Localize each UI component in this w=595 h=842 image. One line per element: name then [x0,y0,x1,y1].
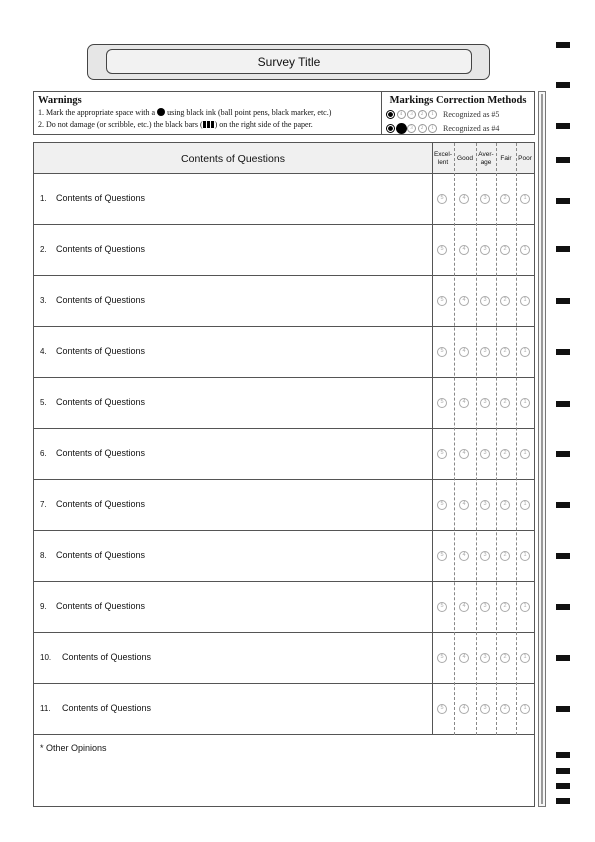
answer-bubble[interactable]: 2 [500,602,510,612]
timing-mark [556,752,570,758]
answer-bubble[interactable]: 1 [520,551,530,561]
answer-bubble[interactable]: 1 [520,653,530,663]
column-header-excellent: Excel-lent [433,150,453,166]
answer-bubble[interactable]: 2 [500,500,510,510]
timing-mark [556,298,570,304]
table-header [34,143,534,174]
question-number: 5. [40,398,47,407]
option-circle-icon: 1 [428,110,437,119]
column-divider [516,143,517,735]
option-circle-icon: 2 [418,110,427,119]
question-text [40,601,145,611]
question-number: 1. [40,194,47,203]
answer-bubble[interactable]: 5 [437,551,447,561]
timing-mark [556,198,570,204]
timing-mark [556,401,570,407]
other-opinions-label: * Other Opinions [40,743,107,753]
answer-bubble[interactable]: 3 [480,500,490,510]
question-text [40,499,145,509]
question-row [34,327,534,378]
question-text [40,703,151,713]
option-circle-icon: 4 [397,110,406,119]
question-text [40,346,145,356]
question-row [34,378,534,429]
answer-bubble[interactable]: 4 [459,296,469,306]
answer-bubble[interactable]: 1 [520,296,530,306]
column-header-good: Good [457,154,473,162]
answer-bubble[interactable]: 2 [500,449,510,459]
timing-mark [556,451,570,457]
question-label: Contents of Questions [56,397,146,407]
question-number: 10. [40,653,52,662]
question-row [34,174,534,225]
question-row [34,531,534,582]
answer-bubble[interactable]: 4 [459,347,469,357]
answer-bubble[interactable]: 3 [480,296,490,306]
answer-bubble[interactable]: 2 [500,704,510,714]
answer-bubble[interactable]: 2 [500,245,510,255]
column-header-poor: Poor [518,154,532,162]
answer-bubble[interactable]: 1 [520,194,530,204]
option-circle-icon: 2 [418,124,427,133]
option-circle-icon: 3 [407,110,416,119]
answer-bubble[interactable]: 1 [520,398,530,408]
question-number: 4. [40,347,47,356]
answer-bubble[interactable]: 2 [500,398,510,408]
answer-bubble[interactable]: 1 [520,245,530,255]
question-text [40,244,145,254]
question-label: Contents of Questions [56,346,146,356]
column-header-average: Aver-age [478,150,494,166]
answer-bubble[interactable]: 5 [437,704,447,714]
side-rail [538,91,546,807]
answer-bubble[interactable]: 3 [480,398,490,408]
answer-bubble[interactable]: 5 [437,653,447,663]
question-number: 9. [40,602,47,611]
question-label: Contents of Questions [56,550,146,560]
answer-bubble[interactable]: 5 [437,245,447,255]
question-label: Contents of Questions [56,193,146,203]
answer-bubble[interactable]: 2 [500,296,510,306]
marked-circle-icon [386,110,395,119]
question-label: Contents of Questions [62,652,152,662]
correction-example-1 [386,107,530,121]
header-title: Contents of Questions [181,152,285,165]
column-header-fair: Fair [500,154,512,162]
timing-mark [556,655,570,661]
answer-bubble[interactable]: 2 [500,194,510,204]
answer-bubble[interactable]: 3 [480,347,490,357]
filled-dot-icon [157,108,165,116]
answer-bubble[interactable]: 5 [437,602,447,612]
warnings-heading: Warnings [38,95,82,106]
question-row [34,276,534,327]
instructions-box [33,91,535,135]
question-row [34,582,534,633]
answer-bubble[interactable]: 4 [459,704,469,714]
answer-bubble[interactable]: 2 [500,653,510,663]
question-text [40,448,145,458]
answer-bubble[interactable]: 5 [437,347,447,357]
correction-label-2: Recognized as #4 [443,123,500,133]
timing-mark [556,82,570,88]
option-circle-icon: 1 [428,124,437,133]
option-circle-icon: 3 [407,124,416,133]
marked-circle-icon [386,124,395,133]
timing-mark [556,123,570,129]
question-label: Contents of Questions [56,448,146,458]
timing-mark [556,553,570,559]
question-number: 11. [40,704,51,713]
answer-bubble[interactable]: 5 [437,500,447,510]
correction-label-1: Recognized as #5 [443,109,500,119]
timing-mark [556,798,570,804]
column-divider [454,143,455,735]
question-number: 6. [40,449,47,458]
answer-bubble[interactable]: 1 [520,449,530,459]
answer-bubble[interactable]: 3 [480,245,490,255]
answer-bubble[interactable]: 5 [437,296,447,306]
question-label: Contents of Questions [56,601,146,611]
question-table [33,142,535,807]
question-text [40,397,145,407]
question-row [34,429,534,480]
column-divider [496,143,497,735]
answer-bubble[interactable]: 1 [520,602,530,612]
answer-bubble[interactable]: 2 [500,347,510,357]
timing-mark [556,42,570,48]
timing-mark [556,246,570,252]
correction-example-2 [386,121,530,135]
answer-bubble[interactable]: 4 [459,398,469,408]
question-number: 8. [40,551,47,560]
warning-line-1: 1. Mark the appropriate space with a using black ink (ball point pens, black marker, etc.) [38,108,332,117]
answer-bubble[interactable]: 5 [437,449,447,459]
answer-bubble[interactable]: 5 [437,398,447,408]
answer-bubble[interactable]: 4 [459,194,469,204]
question-text [40,550,145,560]
answer-bubble[interactable]: 3 [480,449,490,459]
question-number: 3. [40,296,47,305]
answer-bubble[interactable]: 4 [459,602,469,612]
survey-title: Survey Title [106,49,472,74]
warning-line-2: 2. Do not damage (or scribble, etc.) the black bars ( ) on the right side of the paper. [38,120,313,129]
question-label: Contents of Questions [56,499,146,509]
answer-bubble[interactable]: 4 [459,653,469,663]
correction-heading: Markings Correction Methods [389,95,527,106]
column-divider [476,143,477,735]
answer-bubble[interactable]: 2 [500,551,510,561]
question-number: 2. [40,245,47,254]
question-label: Contents of Questions [62,703,152,713]
question-text [40,652,151,662]
timing-mark [556,349,570,355]
timing-mark [556,157,570,163]
timing-mark [556,604,570,610]
timing-mark [556,783,570,789]
question-text [40,193,145,203]
answer-bubble[interactable]: 1 [520,500,530,510]
answer-bubble[interactable]: 1 [520,704,530,714]
answer-bubble[interactable]: 4 [459,500,469,510]
timing-mark [556,502,570,508]
filled-circle-icon [396,123,407,134]
column-divider [432,143,433,735]
answer-bubble[interactable]: 3 [480,704,490,714]
answer-bubble[interactable]: 3 [480,653,490,663]
answer-bubble[interactable]: 1 [520,347,530,357]
question-row [34,225,534,276]
answer-bubble[interactable]: 3 [480,551,490,561]
question-row [34,633,534,684]
question-row [34,480,534,531]
answer-bubble[interactable]: 3 [480,602,490,612]
answer-bubble[interactable]: 3 [480,194,490,204]
question-text [40,295,145,305]
answer-bubble[interactable]: 5 [437,194,447,204]
answer-bubble[interactable]: 4 [459,245,469,255]
question-row [34,684,534,735]
warnings-section [34,92,382,134]
timing-mark [556,768,570,774]
question-number: 7. [40,500,47,509]
answer-bubble[interactable]: 4 [459,449,469,459]
survey-title-frame [87,44,490,80]
black-bars-icon [203,121,215,128]
timing-mark [556,706,570,712]
answer-bubble[interactable]: 4 [459,551,469,561]
question-label: Contents of Questions [56,244,146,254]
question-label: Contents of Questions [56,295,146,305]
correction-methods-section [382,92,534,134]
